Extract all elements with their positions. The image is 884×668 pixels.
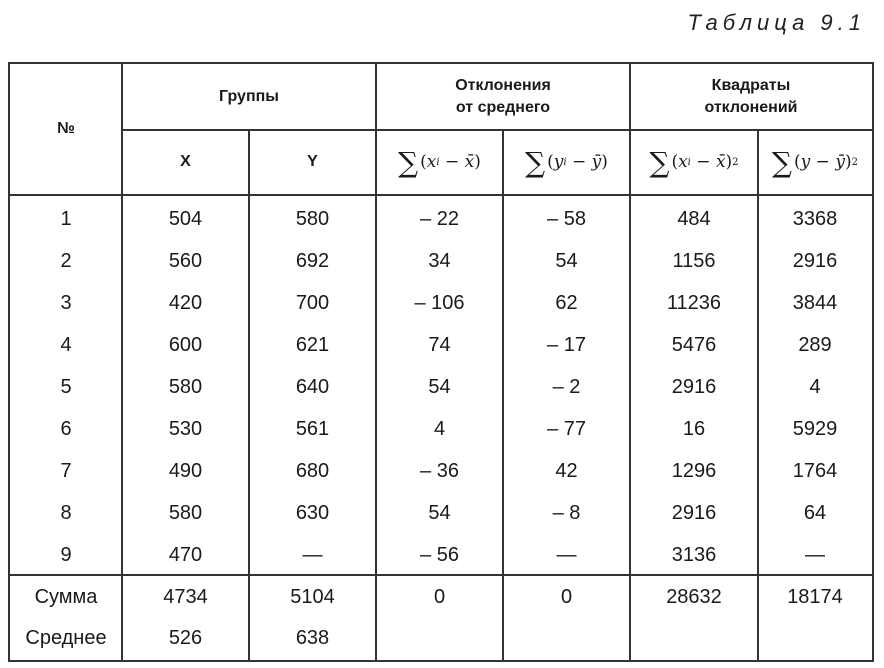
header-sum-sq-y: ∑ ( y − ȳ ) 2 <box>772 145 858 179</box>
sq-dev-y-cell: 5929 <box>792 417 838 440</box>
dev-x-cell: 0 <box>433 585 446 608</box>
dev-x-cell: – 36 <box>420 459 459 482</box>
dev-x-cell: 4 <box>433 417 446 440</box>
row-number-cell: 2 <box>60 249 72 272</box>
sq-dev-y-cell: 1764 <box>792 459 838 482</box>
header-squares: Квадраты отклонений <box>704 77 798 116</box>
row-number-cell: 9 <box>60 543 72 566</box>
dev-y-cell: – 77 <box>547 417 586 440</box>
sq-dev-y-cell: 3368 <box>792 207 838 230</box>
sq-dev-x-cell: 28632 <box>666 585 722 608</box>
row-number-cell: Среднее <box>25 626 107 649</box>
y-value-cell: 580 <box>295 207 330 230</box>
dev-x-cell: – 22 <box>420 207 459 230</box>
y-value-cell: 621 <box>295 333 330 356</box>
sq-dev-y-cell: 18174 <box>787 585 843 608</box>
x-value-cell: 470 <box>168 543 203 566</box>
x-value-cell: 420 <box>168 291 203 314</box>
dev-y-cell: 0 <box>560 585 573 608</box>
sq-dev-y-cell: 289 <box>798 333 832 356</box>
sq-dev-x-cell: 1156 <box>672 249 716 272</box>
sq-dev-y-cell: 2916 <box>792 249 838 272</box>
row-number-cell: 5 <box>60 375 72 398</box>
y-value-cell: 700 <box>295 291 330 314</box>
dev-x-cell: 74 <box>428 333 451 356</box>
y-value-cell: 638 <box>295 626 330 649</box>
dev-x-cell: – 56 <box>420 543 459 566</box>
dev-x-cell: 54 <box>428 375 451 398</box>
header-deviations: Отклонения от среднего <box>455 77 551 116</box>
sq-dev-y-cell: 64 <box>803 501 827 524</box>
sq-dev-x-cell: 5476 <box>671 333 717 356</box>
row-number-cell: 3 <box>60 291 72 314</box>
sq-dev-y-cell: 3844 <box>792 291 838 314</box>
dev-y-cell: — <box>556 543 577 566</box>
sq-dev-x-cell: 1296 <box>671 459 717 482</box>
x-value-cell: 600 <box>168 333 203 356</box>
sq-dev-x-cell: 2916 <box>671 375 717 398</box>
header-y: Y <box>307 153 318 170</box>
sq-dev-x-cell <box>630 617 758 659</box>
sq-dev-y-cell <box>758 617 872 659</box>
header-sum-dev-x: ∑ ( x i − x̄ ) <box>398 145 481 179</box>
y-value-cell: 5104 <box>290 585 335 608</box>
y-value-cell: — <box>302 543 323 566</box>
x-value-cell: 580 <box>168 501 203 524</box>
y-value-cell: 692 <box>295 249 330 272</box>
dev-y-cell: 42 <box>555 459 578 482</box>
sq-dev-x-cell: 11236 <box>666 291 722 314</box>
dev-y-cell: – 58 <box>547 207 586 230</box>
dev-y-cell: 62 <box>555 291 578 314</box>
x-value-cell: 526 <box>168 626 203 649</box>
dev-y-cell <box>503 617 630 659</box>
sq-dev-y-cell: — <box>805 543 825 566</box>
y-value-cell: 561 <box>295 417 330 440</box>
x-value-cell: 504 <box>168 207 203 230</box>
header-x: X <box>180 153 191 170</box>
header-sum-sq-x: ∑ ( x i − x̄ ) 2 <box>649 145 739 179</box>
data-table <box>8 62 874 662</box>
dev-x-cell: 34 <box>428 249 451 272</box>
header-groups: Группы <box>219 88 279 105</box>
table-caption: Таблица 9.1 <box>687 10 866 35</box>
header-no: № <box>57 120 75 137</box>
y-value-cell: 680 <box>295 459 330 482</box>
dev-y-cell: 54 <box>555 249 578 272</box>
row-number-cell: 1 <box>60 207 72 230</box>
row-number-cell: 4 <box>60 333 72 356</box>
row-number-cell: 6 <box>60 417 72 440</box>
y-value-cell: 630 <box>295 501 330 524</box>
row-number-cell: Сумма <box>34 585 98 608</box>
row-number-cell: 8 <box>60 501 72 524</box>
dev-x-cell: – 106 <box>414 291 465 314</box>
x-value-cell: 580 <box>168 375 203 398</box>
sq-dev-x-cell: 3136 <box>671 543 717 566</box>
x-value-cell: 4734 <box>163 585 208 608</box>
x-value-cell: 530 <box>168 417 203 440</box>
y-value-cell: 640 <box>295 375 330 398</box>
x-value-cell: 560 <box>168 249 203 272</box>
header-sum-dev-y: ∑ ( y i − ȳ ) <box>525 145 608 179</box>
sq-dev-x-cell: 2916 <box>671 501 717 524</box>
dev-x-cell: 54 <box>428 501 451 524</box>
x-value-cell: 490 <box>168 459 203 482</box>
dev-y-cell: – 17 <box>547 333 586 356</box>
sq-dev-x-cell: 484 <box>677 207 711 230</box>
sq-dev-x-cell: 16 <box>682 417 706 440</box>
dev-y-cell: – 2 <box>552 375 581 398</box>
dev-y-cell: – 8 <box>552 501 581 524</box>
sq-dev-y-cell: 4 <box>809 375 821 398</box>
dev-x-cell <box>376 617 503 659</box>
row-number-cell: 7 <box>60 459 72 482</box>
